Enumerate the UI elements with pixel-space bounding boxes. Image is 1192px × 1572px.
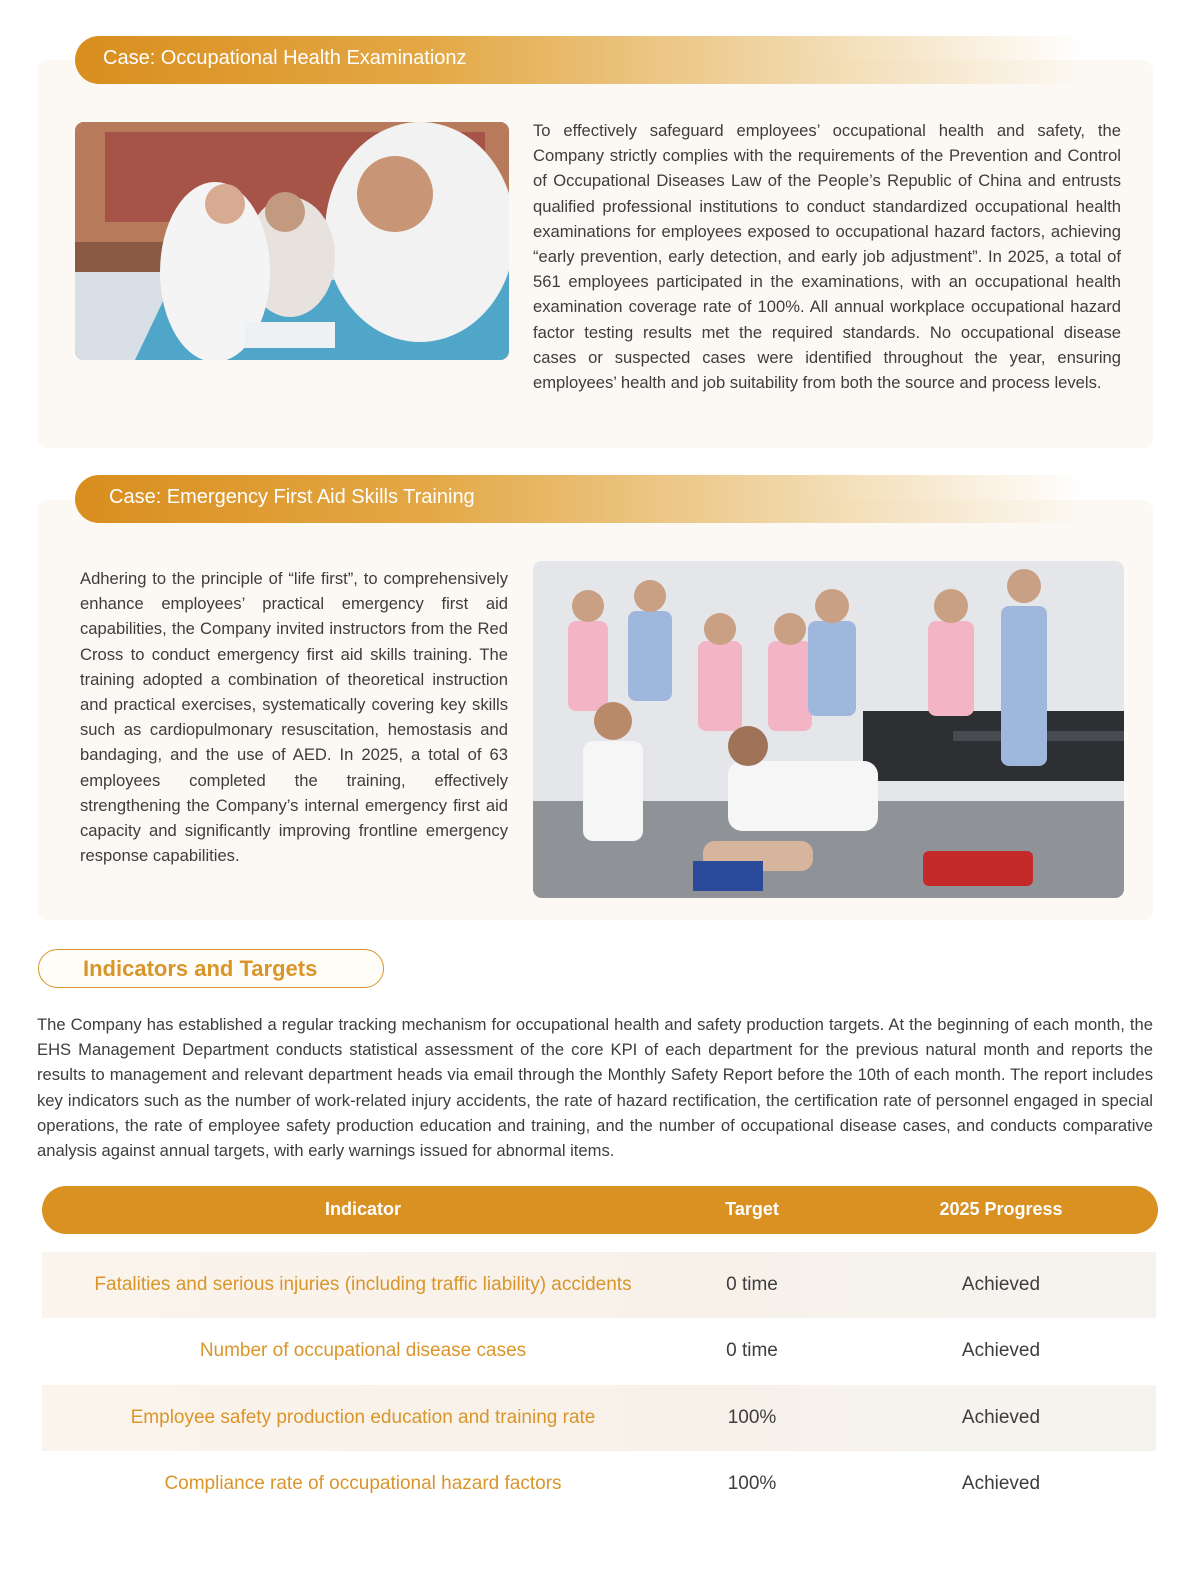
case-banner-first-aid [75,475,1085,523]
section-title-indicators [38,949,384,988]
header-indicator: Indicator [324,1199,401,1219]
case-title: Case: Emergency First Aid Skills Training [109,486,475,508]
case-body: Adhering to the principle of “life first”, to comprehensively enhance employees’ practical emergency first aid capabilities, the Company invited instructors from the Red Cross to conduct emergency first aid skills training. The training adopted a combination of theoretical instruction and practical exercises, systematically covering key skills such as cardiopulmonary resuscitation, hemostasis and bandaging, and the use of AED. In 2025, a total of 63 employees completed the training, effectively strengthening the Company’s internal emergency first aid capacity and significantly improving frontline emergency response capabilities. [80,569,508,866]
row-progress: Achieved [961,1473,1041,1494]
table-row [42,1451,1156,1517]
row-progress: Achieved [961,1340,1041,1361]
row-target: 100% [727,1407,777,1428]
row-target: 100% [727,1473,777,1494]
indicators-table-header [42,1186,1158,1234]
row-target: 0 time [726,1274,778,1295]
row-indicator: Number of occupational disease cases [199,1340,527,1361]
table-row [42,1252,1156,1318]
table-row [42,1385,1156,1451]
row-indicator: Employee safety production education and training rate [130,1407,596,1428]
health-exam-photo [75,122,509,360]
case-banner-health-exam [75,36,1085,84]
indicators-intro: The Company has established a regular tracking mechanism for occupational health and safety production targets. At the beginning of each month, the EHS Management Department conducts statistical assessment of the core KPI of each department for the previous natural month and reports the results to management and relevant department heads via email through the Monthly Safety Report before the 10th of each month. The report includes key indicators such as the number of work-related injury accidents, the rate of hazard rectification, the certification rate of personnel engaged in special operations, the rate of employee safety production education and training, and the number of occupational disease cases, and conducts comparative analysis against annual targets, with early warnings issued for abnormal items. [37,1015,1153,1161]
header-progress: 2025 Progress [939,1199,1063,1219]
section-title: Indicators and Targets [83,956,318,981]
table-row [42,1318,1156,1384]
case-body: To effectively safeguard employees’ occupational health and safety, the Company strictly complies with the requirements of the Prevention and Control of Occupational Diseases Law of the People’s Republic of China and entrusts qualified professional institutions to conduct standardized occupational health examinations for employees exposed to occupational hazard factors, achieving “early prevention, early detection, and early job adjustment”. In 2025, a total of 561 employees participated in the examinations, with an occupational health examination coverage rate of 100%. All annual workplace occupational hazard factor testing results met the required standards. No occupational disease cases or suspected cases were identified throughout the year, ensuring employees’ health and job suitability from both the source and process levels. [533,121,1121,393]
row-target: 0 time [726,1340,778,1361]
row-indicator: Fatalities and serious injuries (including traffic liability) accidents [94,1274,632,1295]
row-indicator: Compliance rate of occupational hazard factors [164,1473,562,1494]
row-progress: Achieved [961,1407,1041,1428]
first-aid-training-photo [533,561,1124,898]
row-progress: Achieved [961,1274,1041,1295]
case-title: Case: Occupational Health Examinationz [103,47,467,69]
header-target: Target [725,1199,779,1219]
